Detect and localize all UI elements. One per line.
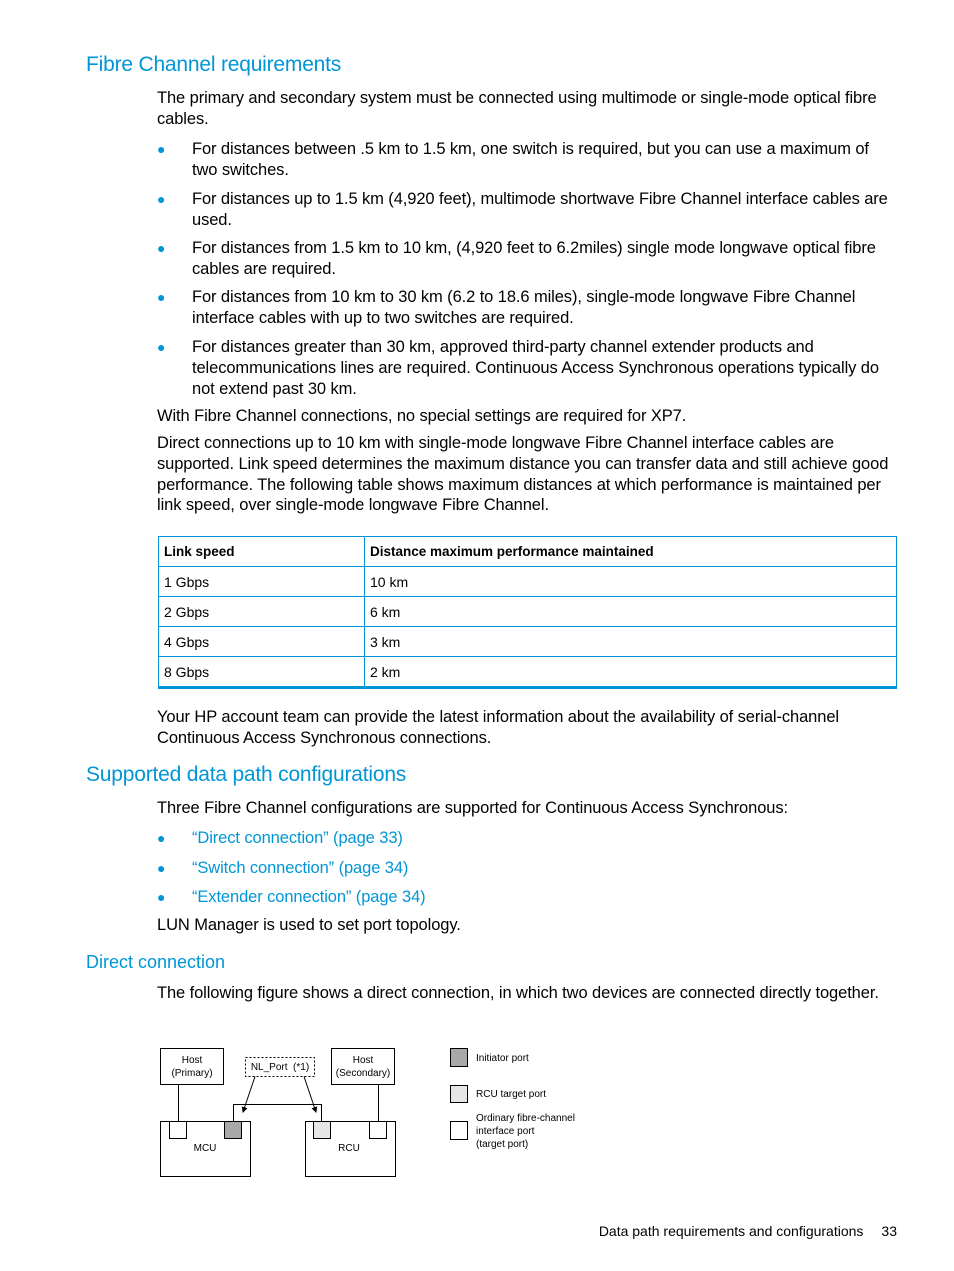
paragraph-configurations: Three Fibre Channel configurations are supported for Continuous Access Synchronous: <box>157 799 788 817</box>
legend-ordinary-label-line3: (target port) <box>476 1139 529 1150</box>
legend-initiator-swatch <box>451 1049 468 1067</box>
mcu-label: MCU <box>193 1143 217 1154</box>
host-secondary-label: Host <box>352 1055 374 1066</box>
table-row <box>159 657 897 688</box>
list-item-text: For distances greater than 30 km, approved third-party channel extender products and telecommunications lines are required. Continuous Access Synchronous operations typically do not extend past 30 km. <box>192 338 879 398</box>
host-primary-box <box>161 1049 224 1085</box>
nl-port-label: NL_Port (*1) <box>250 1062 310 1073</box>
legend-initiator-label: Initiator port <box>476 1053 529 1064</box>
table-cell: 1 Gbps <box>159 567 365 597</box>
list-item-text: For distances from 10 km to 30 km (6.2 to 18.6 miles), single-mode longwave Fibre Channel interface cables with up to two switches are required. <box>192 288 856 327</box>
paragraph-lun-manager: LUN Manager is used to set port topology. <box>157 916 461 934</box>
footer-title: Data path requirements and configurations <box>598 1223 864 1239</box>
list-item-text: For distances between .5 km to 1.5 km, one switch is required, but you can use a maximum of two switches. <box>192 140 869 179</box>
table-header-row <box>159 537 897 567</box>
direct-connection-figure <box>0 1040 954 1190</box>
rcu-label: RCU <box>338 1143 360 1154</box>
table-cell: 3 km <box>365 627 897 657</box>
bullet-icon: ● <box>157 240 166 256</box>
table-header-cell: Link speed <box>159 537 365 567</box>
rcu-ordinary-port <box>370 1122 387 1139</box>
bullet-icon: ● <box>157 889 166 905</box>
bullet-icon: ● <box>157 141 166 157</box>
intro-paragraph: The primary and secondary system must be connected using multimode or single-mode optical fibre cables. <box>157 89 877 128</box>
legend-ordinary-label: Ordinary fibre-channel <box>476 1113 575 1124</box>
bullet-icon: ● <box>157 339 166 355</box>
paragraph-direct-figure: The following figure shows a direct connection, in which two devices are connected directly together. <box>157 984 879 1002</box>
host-primary-sublabel: (Primary) <box>171 1068 213 1079</box>
paragraph-direct-connections: Direct connections up to 10 km with single-mode longwave Fibre Channel interface cables are supported. Link speed determines the maximum distance you can transfer data and still achieve good performance. The following table shows maximum distances at which performance is maintained per link speed, over single-mode longwave Fibre Channel. <box>157 434 889 515</box>
paragraph-xp7: With Fibre Channel connections, no special settings are required for XP7. <box>157 407 687 425</box>
host-secondary-sublabel: (Secondary) <box>335 1068 391 1079</box>
table-row <box>159 597 897 627</box>
arrow-to-mcu <box>243 1077 255 1113</box>
paragraph-hp-account: Your HP account team can provide the latest information about the availability of serial-channel Continuous Access Synchronous connections. <box>157 708 839 747</box>
table-row <box>159 627 897 657</box>
legend-rcu-target-swatch <box>451 1086 468 1103</box>
table-cell: 8 Gbps <box>159 657 365 688</box>
rcu-target-port <box>314 1122 331 1139</box>
table-cell: 6 km <box>365 597 897 627</box>
mcu-rcu-link <box>234 1105 322 1122</box>
link-extender-connection[interactable]: “Extender connection” (page 34) <box>192 888 426 906</box>
arrow-to-rcu <box>304 1077 316 1113</box>
section-heading-fibre-channel: Fibre Channel requirements <box>86 53 342 76</box>
table-cell: 10 km <box>365 567 897 597</box>
table-header-cell: Distance maximum performance maintained <box>365 537 897 567</box>
host-primary-label: Host <box>181 1055 203 1066</box>
table-cell: 2 km <box>365 657 897 688</box>
link-speed-table <box>158 536 897 689</box>
legend-ordinary-label-line2: interface port <box>476 1126 535 1137</box>
list-item-text: For distances from 1.5 km to 10 km, (4,920 feet to 6.2miles) single mode longwave optical fibre cables are required. <box>192 239 876 278</box>
bullet-icon: ● <box>157 289 166 305</box>
bullet-icon: ● <box>157 830 166 846</box>
bullet-icon: ● <box>157 191 166 207</box>
mcu-initiator-port <box>225 1122 242 1139</box>
page-footer <box>581 1223 897 1239</box>
list-item-text: For distances up to 1.5 km (4,920 feet), multimode shortwave Fibre Channel interface cables are used. <box>192 190 888 229</box>
host-secondary-box <box>332 1049 395 1085</box>
section-heading-data-path: Supported data path configurations <box>86 763 407 786</box>
subsection-heading-direct-connection: Direct connection <box>86 952 226 972</box>
bullet-icon: ● <box>157 860 166 876</box>
table-row <box>159 567 897 597</box>
link-direct-connection[interactable]: “Direct connection” (page 33) <box>192 829 403 847</box>
legend-rcu-target-label: RCU target port <box>476 1089 547 1100</box>
link-switch-connection[interactable]: “Switch connection” (page 34) <box>192 859 409 877</box>
legend-ordinary-swatch <box>451 1122 468 1140</box>
table-cell: 2 Gbps <box>159 597 365 627</box>
mcu-ordinary-port <box>170 1122 187 1139</box>
page-number: 33 <box>881 1223 897 1239</box>
table-cell: 4 Gbps <box>159 627 365 657</box>
